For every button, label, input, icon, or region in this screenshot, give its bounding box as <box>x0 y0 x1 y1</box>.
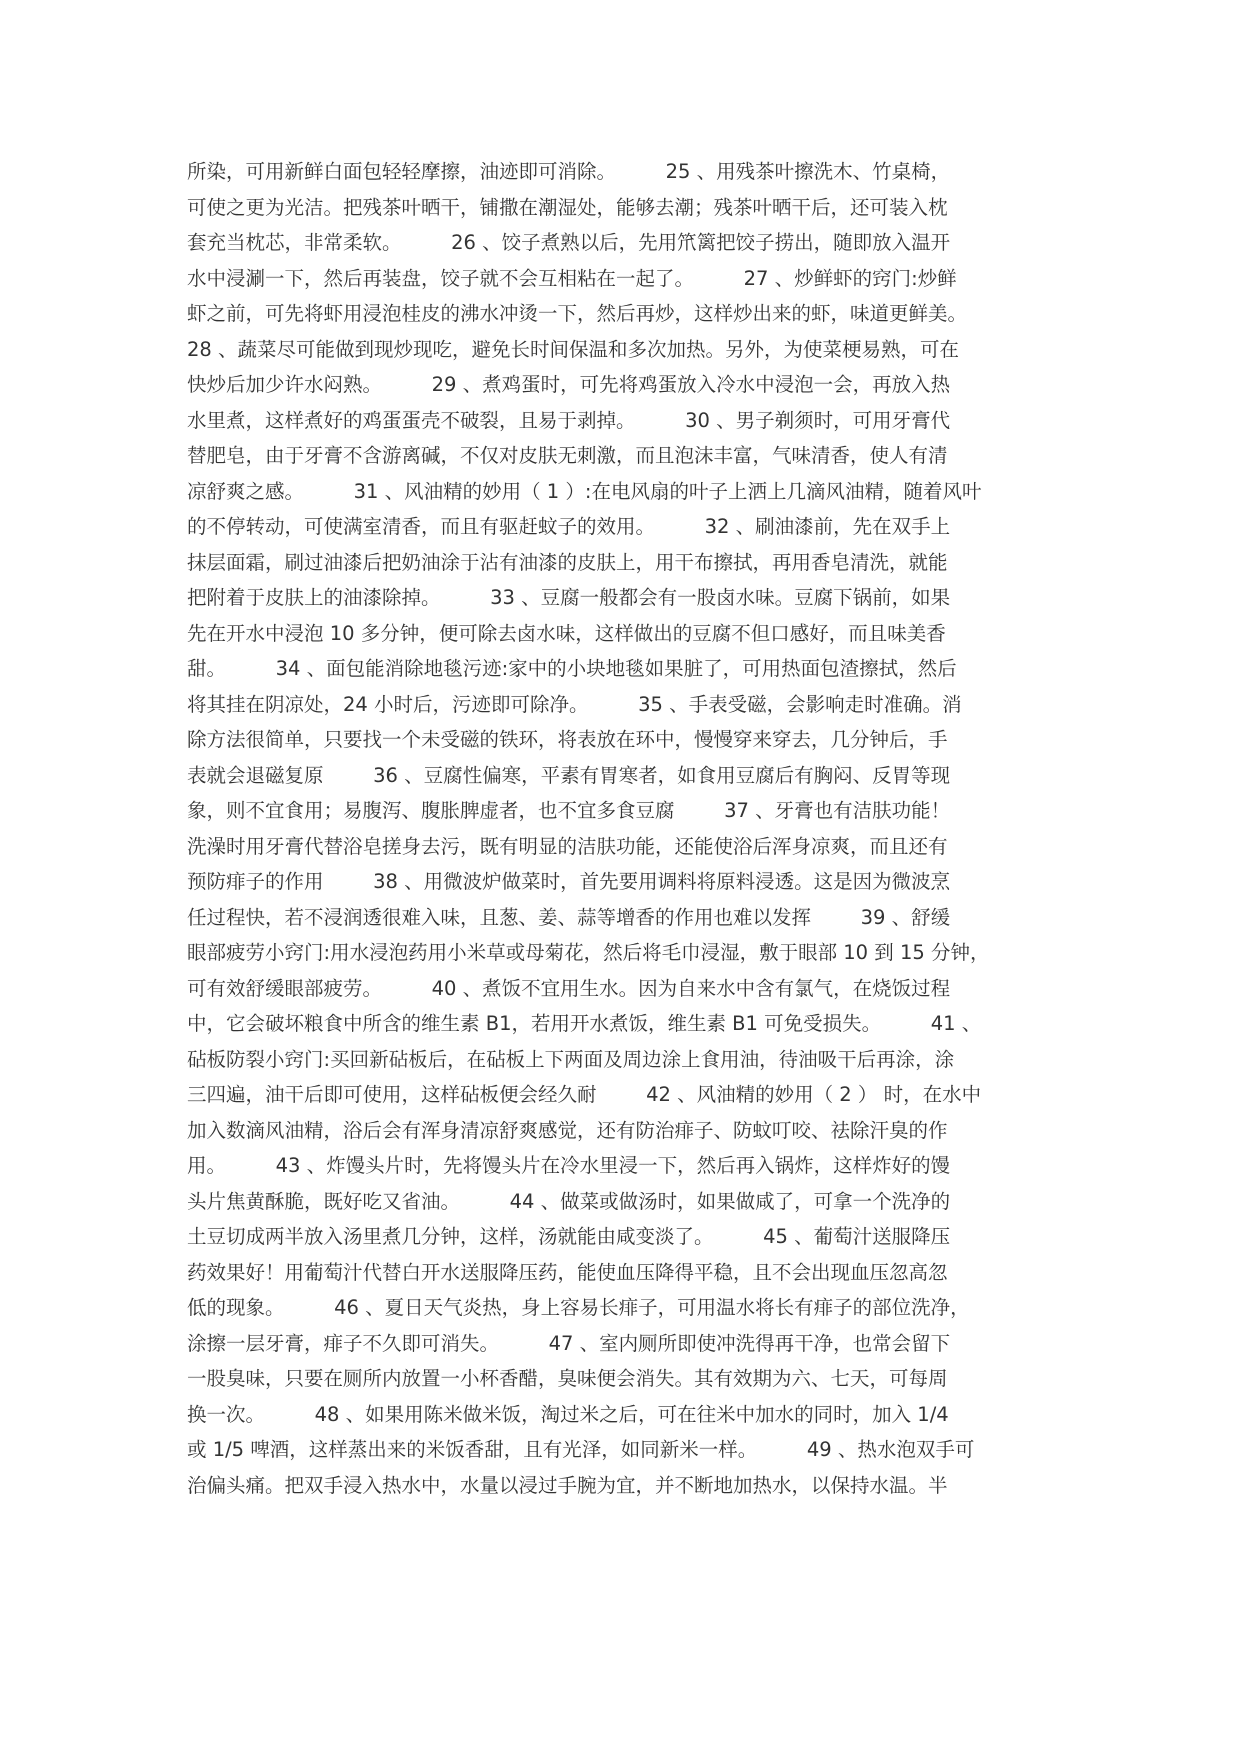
text-line: 套充当枕芯，非常柔软。 26 、饺子煮熟以后，先用笊篱把饺子捞出，随即放入温开 <box>187 231 951 254</box>
text-line: 头片焦黄酥脆，既好吃又省油。 44 、做菜或做汤时，如果做咸了，可拿一个洗净的 <box>187 1189 951 1213</box>
text-line: 砧板防裂小窍门:买回新砧板后，在砧板上下两面及周边涂上食用油，待油吸干后再涂，涂 <box>187 1047 955 1071</box>
text-line: 水里煮，这样煮好的鸡蛋蛋壳不破裂，且易于剥掉。 30 、男子剃须时，可用牙膏代 <box>187 408 951 432</box>
text-line: 可使之更为光洁。把残茶叶晒干，铺撒在潮湿处，能够去潮；残茶叶晒干后，还可装入枕 <box>187 195 948 219</box>
text-line: 或 1/5 啤酒，这样蒸出来的米饭香甜，且有光泽，如同新米一样。 49 、热水泡双手可 <box>187 1438 975 1461</box>
body-text <box>187 154 1067 1503</box>
text-line: 水中浸涮一下，然后再装盘，饺子就不会互相粘在一起了。 27 、炒鲜虾的窍门:炒鲜 <box>187 266 957 290</box>
text-line: 虾之前，可先将虾用浸泡桂皮的沸水冲烫一下，然后再炒，这样炒出来的虾，味道更鲜美。 <box>187 302 968 325</box>
text-line: 象，则不宜食用；易腹泻、腹胀脾虚者，也不宜多食豆腐 37 、牙膏也有洁肤功能！ <box>187 799 951 822</box>
text-line: 药效果好！用葡萄汁代替白开水送服降压药，能使血压降得平稳，且不会出现血压忽高忽 <box>187 1260 948 1284</box>
text-line: 凉舒爽之感。 31 、风油精的妙用（ 1 ）:在电风扇的叶子上洒上几滴风油精，随着风叶 <box>187 479 982 503</box>
text-line: 任过程快，若不浸润透很难入味，且葱、姜、蒜等增香的作用也难以发挥 39 、舒缓 <box>187 905 951 929</box>
text-line: 所染，可用新鲜白面包轻轻摩擦，油迹即可消除。 25 、用残茶叶擦洗木、竹桌椅， <box>187 160 951 183</box>
text-line: 快炒后加少许水闷熟。 29 、煮鸡蛋时，可先将鸡蛋放入冷水中浸泡一会，再放入热 <box>187 373 951 396</box>
text-line: 三四遍，油干后即可使用，这样砧板便会经久耐 42 、风油精的妙用（ 2 ） 时，在水中 <box>187 1083 982 1106</box>
text-line: 表就会退磁复原 36 、豆腐性偏寒，平素有胃寒者，如食用豆腐后有胸闷、反胃等现 <box>187 763 951 787</box>
text-line: 将其挂在阴凉处，24 小时后，污迹即可除净。 35 、手表受磁，会影响走时准确。消 <box>187 692 962 716</box>
text-line: 涂擦一层牙膏，痱子不久即可消失。 47 、室内厕所即使冲洗得再干净，也常会留下 <box>187 1331 951 1355</box>
text-line: 替肥皂，由于牙膏不含游离碱，不仅对皮肤无刺激，而且泡沫丰富，气味清香，使人有清 <box>187 444 948 467</box>
text-line: 除方法很简单，只要找一个未受磁的铁环，将表放在环中，慢慢穿来穿去，几分钟后，手 <box>187 728 948 751</box>
text-line: 加入数滴风油精，浴后会有浑身清凉舒爽感觉，还有防治痱子、防蚊叮咬、祛除汗臭的作 <box>187 1118 948 1142</box>
text-line: 治偏头痛。把双手浸入热水中，水量以浸过手腕为宜，并不断地加热水，以保持水温。半 <box>187 1473 948 1497</box>
text-line: 土豆切成两半放入汤里煮几分钟，这样，汤就能由咸变淡了。 45 、葡萄汁送服降压 <box>187 1225 951 1248</box>
text-line: 甜。 34 、面包能消除地毯污迹:家中的小块地毯如果脏了，可用热面包渣擦拭，然后 <box>187 657 957 680</box>
text-line: 洗澡时用牙膏代替浴皂搓身去污，既有明显的洁肤功能，还能使浴后浑身凉爽，而且还有 <box>187 834 948 858</box>
text-line: 中，它会破坏粮食中所含的维生素 B1，若用开水煮饭，维生素 B1 可免受损失。 41 、 <box>187 1012 982 1035</box>
text-line: 用。 43 、炸馒头片时，先将馒头片在冷水里浸一下，然后再入锅炸，这样炸好的馒 <box>187 1154 951 1177</box>
text-line: 抹层面霜，刷过油漆后把奶油涂于沾有油漆的皮肤上，用干布擦拭，再用香皂清洗，就能 <box>187 550 948 574</box>
text-line: 预防痱子的作用 38 、用微波炉做菜时，首先要用调料将原料浸透。这是因为微波烹 <box>187 870 951 893</box>
text-line: 把附着于皮肤上的油漆除掉。 33 、豆腐一般都会有一股卤水味。豆腐下锅前，如果 <box>187 586 951 609</box>
text-line: 的不停转动，可使满室清香，而且有驱赶蚊子的效用。 32 、刷油漆前，先在双手上 <box>187 515 951 538</box>
text-line: 一股臭味，只要在厕所内放置一小杯香醋，臭味便会消失。其有效期为六、七天，可每周 <box>187 1367 948 1390</box>
text-line: 可有效舒缓眼部疲劳。 40 、煮饭不宜用生水。因为自来水中含有氯气，在烧饭过程 <box>187 976 951 1000</box>
text-line: 先在开水中浸泡 10 多分钟，便可除去卤水味，这样做出的豆腐不但口感好，而且味美香 <box>187 621 946 645</box>
text-line: 低的现象。 46 、夏日天气炎热，身上容易长痱子，可用温水将长有痱子的部位洗净， <box>187 1296 970 1319</box>
text-line: 眼部疲劳小窍门:用水浸泡药用小米草或母菊花，然后将毛巾浸湿，敷于眼部 10 到 15 分钟， <box>187 941 990 964</box>
text-line: 换一次。 48 、如果用陈米做米饭，淘过米之后，可在往米中加水的同时，加入 1/4 <box>187 1402 949 1426</box>
text-line: 28 、蔬菜尽可能做到现炒现吃，避免长时间保温和多次加热。另外，为使菜梗易熟，可在 <box>187 337 960 361</box>
